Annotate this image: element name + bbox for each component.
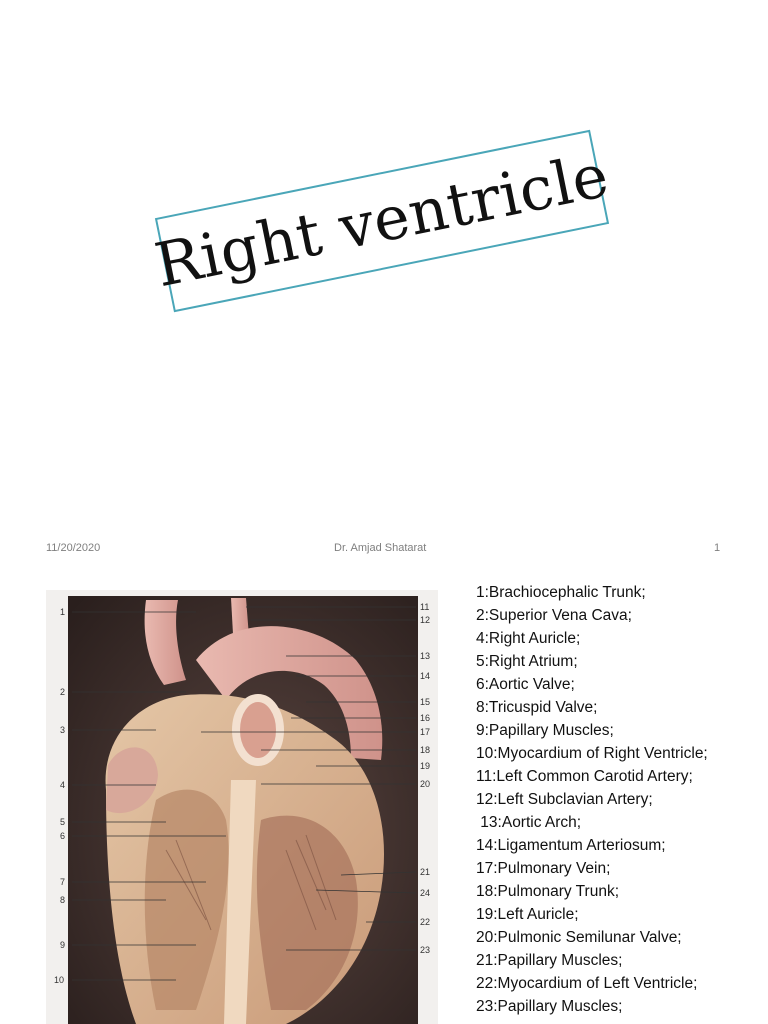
figure-number: 19 xyxy=(420,761,431,771)
slide-title: Right ventricle xyxy=(149,140,615,302)
footer-date: 11/20/2020 xyxy=(46,542,101,554)
figure-number: 11 xyxy=(420,602,430,612)
figure-number: 21 xyxy=(420,867,431,877)
figure-left-numbers xyxy=(54,607,65,985)
figure-number: 16 xyxy=(420,713,431,723)
footer-author: Dr. Amjad Shatarat xyxy=(334,542,427,554)
legend-item: 17:Pulmonary Vein; xyxy=(476,860,611,877)
legend-item: 22:Myocardium of Left Ventricle; xyxy=(476,975,698,992)
figure-number: 2 xyxy=(60,687,66,697)
title-box xyxy=(149,130,615,313)
legend-item: 13:Aortic Arch; xyxy=(476,814,582,831)
figure-number: 18 xyxy=(420,745,431,755)
figure-number: 3 xyxy=(60,725,66,735)
figure-number: 8 xyxy=(60,895,66,905)
figure-number: 20 xyxy=(420,779,431,789)
figure-number: 1 xyxy=(60,607,66,617)
legend-item: 18:Pulmonary Trunk; xyxy=(476,883,620,900)
figure-number: 13 xyxy=(420,651,431,661)
legend-item: 21:Papillary Muscles; xyxy=(476,952,623,969)
figure-number: 9 xyxy=(60,940,66,950)
legend-item: 12:Left Subclavian Artery; xyxy=(476,791,653,808)
figure-number: 10 xyxy=(54,975,65,985)
figure-number: 7 xyxy=(60,877,66,887)
heart-dissection-figure xyxy=(46,590,438,1024)
figure-number: 12 xyxy=(420,615,431,625)
figure-number: 15 xyxy=(420,697,431,707)
structure-legend xyxy=(476,581,766,1018)
figure-number: 23 xyxy=(420,945,431,955)
figure-number: 6 xyxy=(60,831,66,841)
figure-right-numbers xyxy=(420,602,430,955)
heart-illustration xyxy=(46,590,438,1024)
legend-item: 9:Papillary Muscles; xyxy=(476,722,614,739)
legend-item: 19:Left Auricle; xyxy=(476,906,579,923)
legend-item: 10:Myocardium of Right Ventricle; xyxy=(476,745,708,762)
figure-number: 4 xyxy=(60,780,66,790)
legend-item: 23:Papillary Muscles; xyxy=(476,998,623,1015)
legend-item: 11:Left Common Carotid Artery; xyxy=(476,768,693,785)
figure-number: 14 xyxy=(420,671,431,681)
legend-item: 2:Superior Vena Cava; xyxy=(476,607,632,624)
legend-item: 8:Tricuspid Valve; xyxy=(476,699,598,716)
legend-item: 20:Pulmonic Semilunar Valve; xyxy=(476,929,682,946)
figure-number: 24 xyxy=(420,888,431,898)
legend-item: 6:Aortic Valve; xyxy=(476,676,575,693)
footer-page-number: 1 xyxy=(714,542,721,554)
legend-item: 14:Ligamentum Arteriosum; xyxy=(476,837,666,854)
figure-number: 17 xyxy=(420,727,431,737)
legend-item: 5:Right Atrium; xyxy=(476,653,578,670)
figure-number: 22 xyxy=(420,917,431,927)
legend-item: 1:Brachiocephalic Trunk; xyxy=(476,584,646,601)
figure-number: 5 xyxy=(60,817,66,827)
legend-item: 4:Right Auricle; xyxy=(476,630,581,647)
